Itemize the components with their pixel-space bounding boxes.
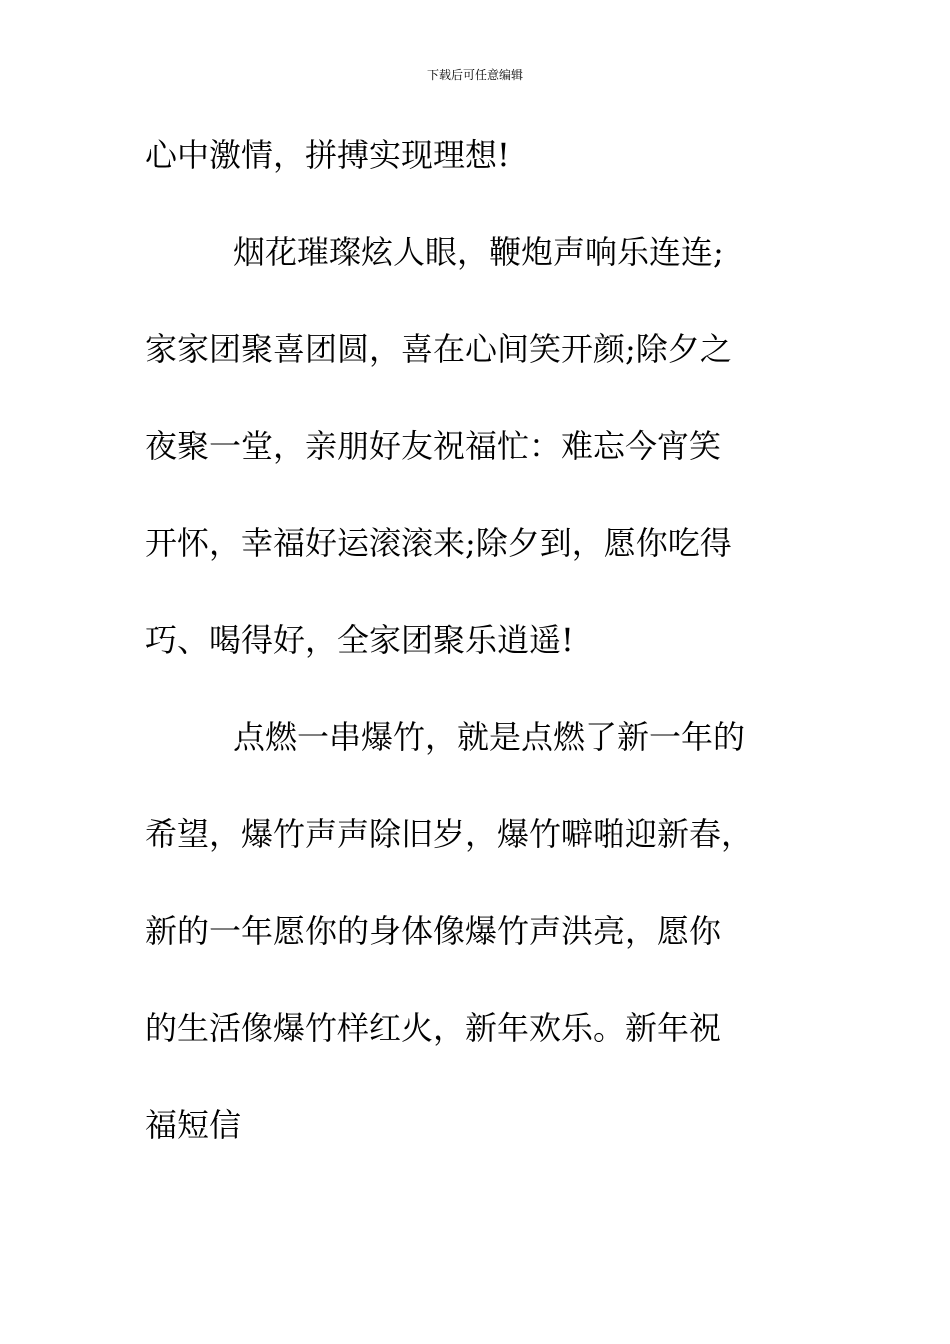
text-line: 的生活像爆竹样红火，新年欢乐。新年祝 <box>145 1009 722 1047</box>
text-line: 巧、喝得好，全家团聚乐逍遥! <box>145 621 574 659</box>
text-line: 心中激情，拼搏实现理想! <box>145 136 510 174</box>
document-body <box>145 127 805 1194</box>
text-line: 家家团聚喜团圆，喜在心间笑开颜;除夕之 <box>145 330 732 368</box>
text-line: 新的一年愿你的身体像爆竹声洪亮，愿你 <box>145 912 722 950</box>
text-line: 希望，爆竹声声除旧岁，爆竹噼啪迎新春， <box>145 815 754 853</box>
text-line: 夜聚一堂，亲朋好友祝福忙：难忘今宵笑 <box>145 427 722 465</box>
text-line: 开怀，幸福好运滚滚来;除夕到，愿你吃得 <box>145 524 732 562</box>
paragraph-first-line: 烟花璀璨炫人眼，鞭炮声响乐连连; <box>233 233 724 271</box>
text-line: 福短信 <box>145 1106 242 1144</box>
page-header: 下载后可任意编辑 <box>426 68 523 82</box>
paragraph-first-line: 点燃一串爆竹，就是点燃了新一年的 <box>233 718 746 756</box>
